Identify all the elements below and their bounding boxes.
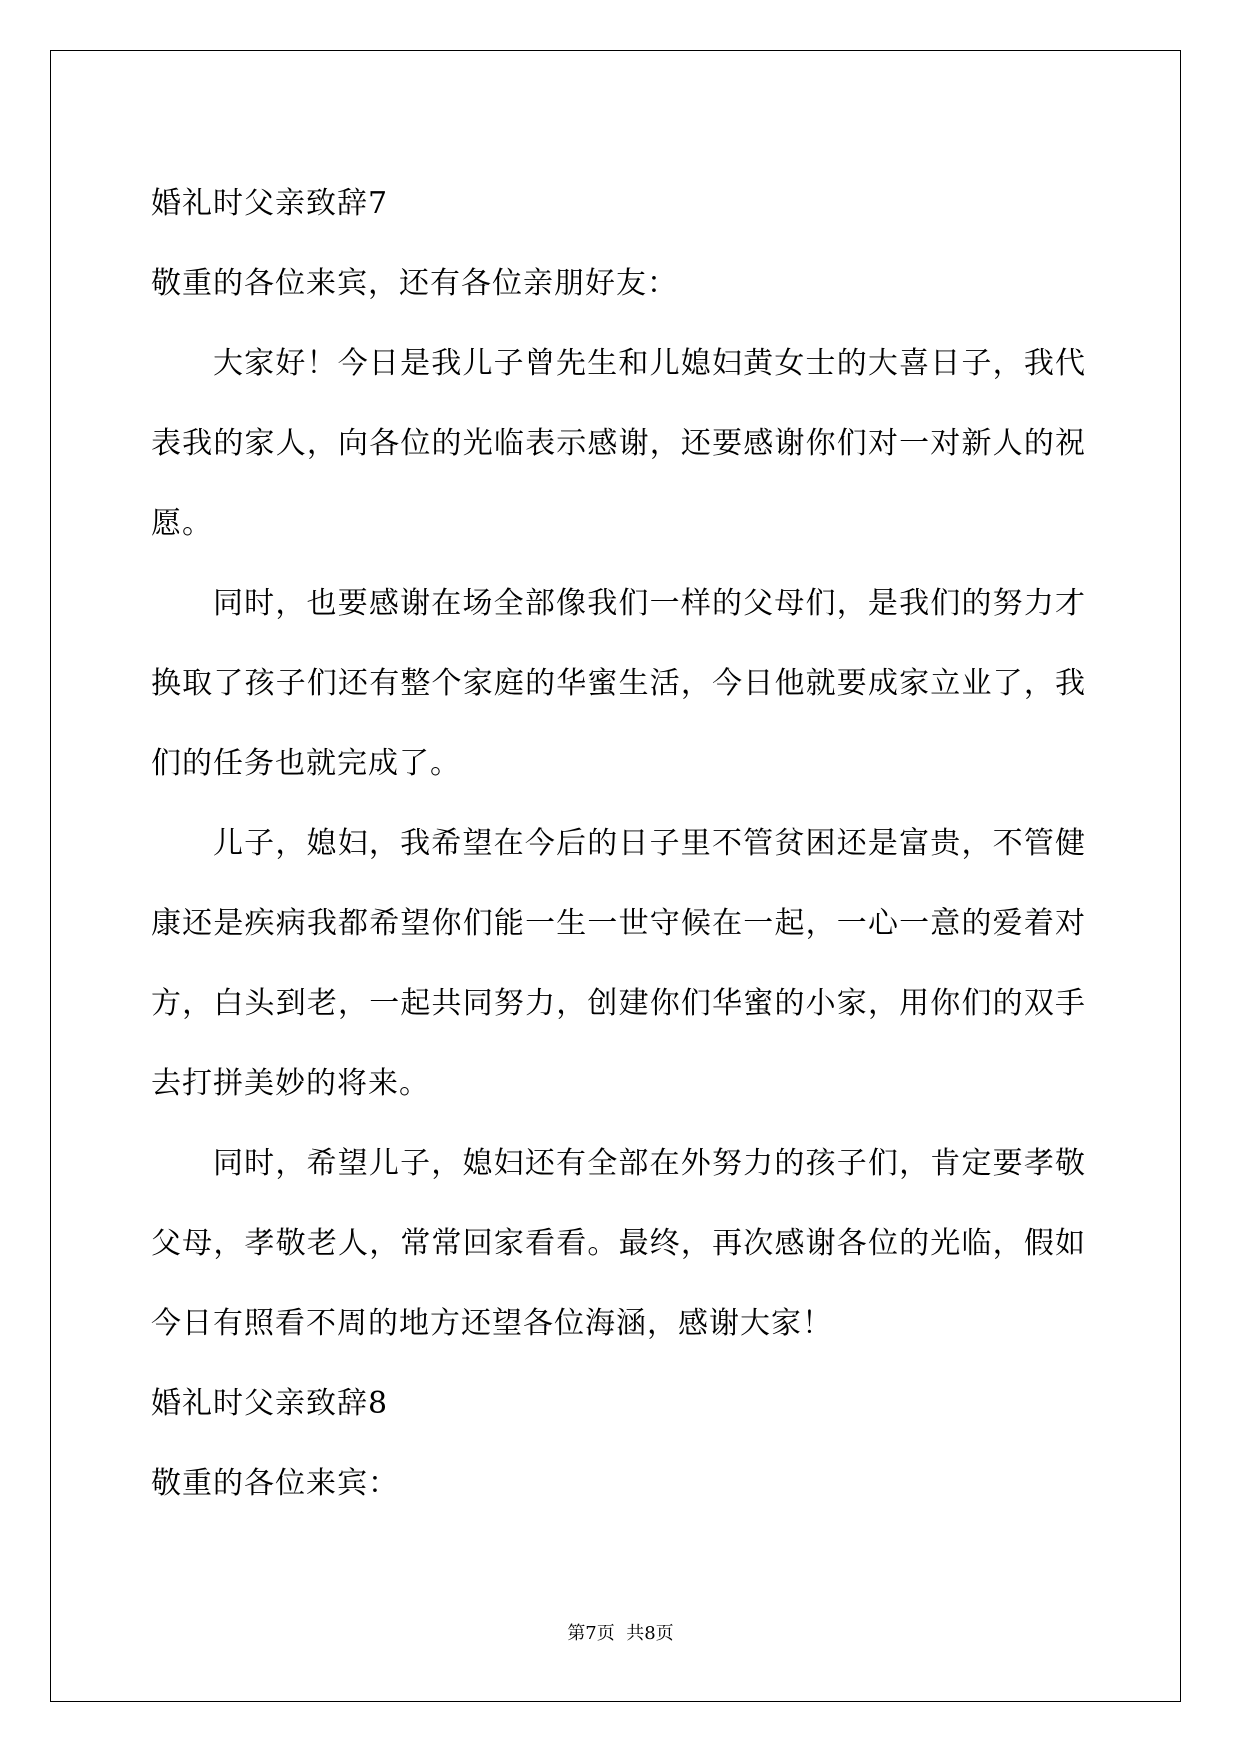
- document-body: [151, 164, 1086, 1524]
- paragraph: 大家好！今日是我儿子曾先生和儿媳妇黄女士的大喜日子，我代表我的家人，向各位的光临表示感谢，还要感谢你们对一对新人的祝愿。: [151, 346, 1086, 541]
- salutation: 敬重的各位来宾：: [151, 1466, 399, 1501]
- section-heading-8: 婚礼时父亲致辞8: [151, 1386, 389, 1421]
- paragraph: 同时，希望儿子，媳妇还有全部在外努力的孩子们，肯定要孝敬父母，孝敬老人，常常回家看看。最终，再次感谢各位的光临，假如今日有照看不周的地方还望各位海涵，感谢大家！: [151, 1146, 1086, 1341]
- salutation: 敬重的各位来宾，还有各位亲朋好友：: [151, 266, 678, 301]
- paragraph: 儿子，媳妇，我希望在今后的日子里不管贫困还是富贵，不管健康还是疾病我都希望你们能一生一世守候在一起，一心一意的爱着对方，白头到老，一起共同努力，创建你们华蜜的小家，用你们的双手去打拼美妙的将来。: [151, 826, 1086, 1101]
- paragraph: 同时，也要感谢在场全部像我们一样的父母们，是我们的努力才换取了孩子们还有整个家庭的华蜜生活，今日他就要成家立业了，我们的任务也就完成了。: [151, 586, 1086, 781]
- page-number-footer: 第7页 共8页: [567, 1623, 674, 1644]
- section-heading-7: 婚礼时父亲致辞7: [151, 186, 389, 221]
